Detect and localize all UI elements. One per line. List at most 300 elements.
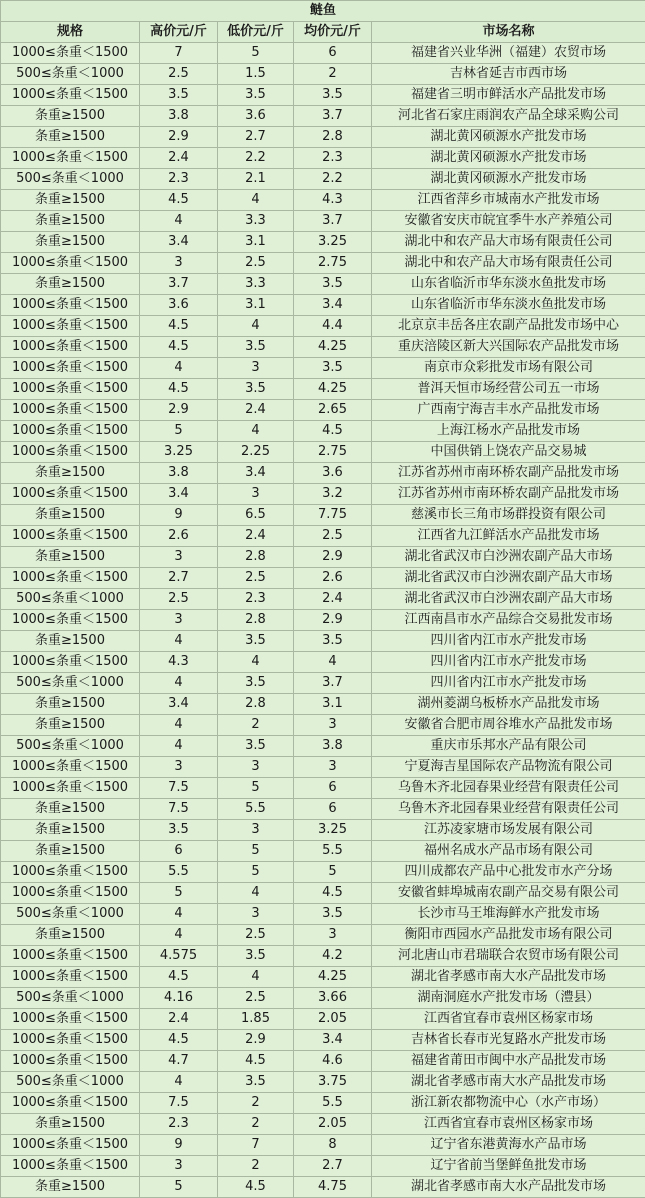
- cell-spec: 1000≤条重＜1500: [1, 484, 140, 505]
- cell-spec: 1000≤条重＜1500: [1, 778, 140, 799]
- cell-avg-price: 4.5: [294, 883, 372, 904]
- cell-avg-price: 3.5: [294, 631, 372, 652]
- cell-market-name: 湖北省孝感市南大水产品批发市场: [372, 967, 645, 988]
- cell-low-price: 3.5: [218, 85, 294, 106]
- cell-avg-price: 3.5: [294, 358, 372, 379]
- cell-avg-price: 7.75: [294, 505, 372, 526]
- cell-high-price: 7: [140, 43, 218, 64]
- cell-high-price: 7.5: [140, 799, 218, 820]
- cell-avg-price: 2.05: [294, 1114, 372, 1135]
- cell-high-price: 2.9: [140, 400, 218, 421]
- table-row: [1, 778, 645, 799]
- cell-low-price: 5: [218, 862, 294, 883]
- table-row: [1, 589, 645, 610]
- table-row: [1, 1072, 645, 1093]
- table-row: [1, 631, 645, 652]
- table-row: [1, 190, 645, 211]
- table-row: [1, 505, 645, 526]
- cell-low-price: 2: [218, 1114, 294, 1135]
- cell-low-price: 4: [218, 421, 294, 442]
- cell-high-price: 6: [140, 841, 218, 862]
- cell-low-price: 2: [218, 715, 294, 736]
- cell-spec: 1000≤条重＜1500: [1, 1156, 140, 1177]
- cell-low-price: 3.5: [218, 673, 294, 694]
- cell-avg-price: 4.3: [294, 190, 372, 211]
- table-row: [1, 904, 645, 925]
- cell-high-price: 4: [140, 358, 218, 379]
- cell-avg-price: 3.7: [294, 211, 372, 232]
- cell-low-price: 4: [218, 190, 294, 211]
- cell-high-price: 5.5: [140, 862, 218, 883]
- cell-market-name: 山东省临沂市华东淡水鱼批发市场: [372, 295, 645, 316]
- table-row: [1, 211, 645, 232]
- cell-market-name: 江苏省苏州市南环桥农副产品批发市场: [372, 463, 645, 484]
- cell-avg-price: 5.5: [294, 841, 372, 862]
- table-row: [1, 1156, 645, 1177]
- cell-low-price: 2.2: [218, 148, 294, 169]
- cell-high-price: 4: [140, 736, 218, 757]
- cell-low-price: 4: [218, 967, 294, 988]
- cell-high-price: 3.4: [140, 484, 218, 505]
- table-row: [1, 358, 645, 379]
- cell-high-price: 4: [140, 715, 218, 736]
- cell-spec: 1000≤条重＜1500: [1, 337, 140, 358]
- cell-avg-price: 3.25: [294, 232, 372, 253]
- column-header-avg-price: 均价元/斤: [294, 22, 372, 43]
- cell-high-price: 2.5: [140, 589, 218, 610]
- table-row: [1, 862, 645, 883]
- cell-avg-price: 3.5: [294, 904, 372, 925]
- cell-low-price: 4: [218, 652, 294, 673]
- table-row: [1, 715, 645, 736]
- table-row: [1, 253, 645, 274]
- cell-high-price: 5: [140, 421, 218, 442]
- cell-high-price: 3.4: [140, 694, 218, 715]
- cell-low-price: 2.4: [218, 400, 294, 421]
- cell-spec: 条重≥1500: [1, 841, 140, 862]
- cell-high-price: 4.3: [140, 652, 218, 673]
- table-row: [1, 379, 645, 400]
- cell-avg-price: 3.4: [294, 1030, 372, 1051]
- cell-spec: 1000≤条重＜1500: [1, 883, 140, 904]
- cell-spec: 500≤条重＜1000: [1, 169, 140, 190]
- cell-high-price: 4.575: [140, 946, 218, 967]
- cell-spec: 1000≤条重＜1500: [1, 442, 140, 463]
- cell-market-name: 湖北省孝感市南大水产品批发市场: [372, 1072, 645, 1093]
- cell-low-price: 3.5: [218, 946, 294, 967]
- cell-low-price: 5: [218, 841, 294, 862]
- table-row: [1, 694, 645, 715]
- cell-market-name: 江苏省苏州市南环桥农副产品批发市场: [372, 484, 645, 505]
- cell-market-name: 湖南洞庭水产批发市场（澧县）: [372, 988, 645, 1009]
- cell-high-price: 4: [140, 904, 218, 925]
- cell-avg-price: 3: [294, 715, 372, 736]
- cell-high-price: 2.3: [140, 169, 218, 190]
- cell-market-name: 安徽省合肥市周谷堆水产品批发市场: [372, 715, 645, 736]
- cell-spec: 1000≤条重＜1500: [1, 148, 140, 169]
- table-row: [1, 232, 645, 253]
- cell-high-price: 5: [140, 1177, 218, 1198]
- cell-low-price: 4: [218, 316, 294, 337]
- cell-avg-price: 3.8: [294, 736, 372, 757]
- cell-avg-price: 4.4: [294, 316, 372, 337]
- table-row: [1, 925, 645, 946]
- cell-avg-price: 2.3: [294, 148, 372, 169]
- cell-low-price: 2: [218, 1093, 294, 1114]
- cell-high-price: 4.7: [140, 1051, 218, 1072]
- cell-high-price: 7.5: [140, 778, 218, 799]
- cell-low-price: 6.5: [218, 505, 294, 526]
- cell-avg-price: 2.65: [294, 400, 372, 421]
- table-row: [1, 463, 645, 484]
- cell-high-price: 5: [140, 883, 218, 904]
- cell-market-name: 湖北省武汉市白沙洲农副产品大市场: [372, 568, 645, 589]
- cell-spec: 500≤条重＜1000: [1, 673, 140, 694]
- table-row: [1, 757, 645, 778]
- table-row: [1, 967, 645, 988]
- cell-spec: 1000≤条重＜1500: [1, 1009, 140, 1030]
- cell-avg-price: 4.6: [294, 1051, 372, 1072]
- table-row: [1, 526, 645, 547]
- cell-low-price: 3.5: [218, 379, 294, 400]
- cell-high-price: 4: [140, 673, 218, 694]
- cell-market-name: 重庆涪陵区新大兴国际农产品批发市场: [372, 337, 645, 358]
- cell-high-price: 4: [140, 631, 218, 652]
- cell-market-name: 湖北中和农产品大市场有限责任公司: [372, 253, 645, 274]
- table-row: [1, 85, 645, 106]
- cell-avg-price: 3.7: [294, 106, 372, 127]
- cell-spec: 1000≤条重＜1500: [1, 295, 140, 316]
- table-row: [1, 484, 645, 505]
- cell-low-price: 3.5: [218, 736, 294, 757]
- cell-spec: 1000≤条重＜1500: [1, 967, 140, 988]
- table-header-row: [1, 22, 645, 43]
- cell-avg-price: 6: [294, 778, 372, 799]
- cell-high-price: 3.4: [140, 232, 218, 253]
- cell-avg-price: 3.2: [294, 484, 372, 505]
- cell-high-price: 4.5: [140, 379, 218, 400]
- cell-low-price: 2.5: [218, 925, 294, 946]
- cell-spec: 条重≥1500: [1, 925, 140, 946]
- cell-spec: 1000≤条重＜1500: [1, 421, 140, 442]
- cell-low-price: 2.25: [218, 442, 294, 463]
- cell-spec: 条重≥1500: [1, 463, 140, 484]
- cell-avg-price: 3: [294, 757, 372, 778]
- cell-low-price: 5.5: [218, 799, 294, 820]
- table-row: [1, 337, 645, 358]
- cell-market-name: 江西省宜春市袁州区杨家市场: [372, 1009, 645, 1030]
- cell-high-price: 3.5: [140, 85, 218, 106]
- cell-spec: 500≤条重＜1000: [1, 1072, 140, 1093]
- table-row: [1, 883, 645, 904]
- cell-market-name: 江西省九江鲜活水产品批发市场: [372, 526, 645, 547]
- cell-avg-price: 4.25: [294, 967, 372, 988]
- cell-high-price: 4: [140, 925, 218, 946]
- table-row: [1, 127, 645, 148]
- cell-avg-price: 4.2: [294, 946, 372, 967]
- cell-avg-price: 2.4: [294, 589, 372, 610]
- cell-spec: 条重≥1500: [1, 715, 140, 736]
- cell-spec: 1000≤条重＜1500: [1, 526, 140, 547]
- cell-spec: 1000≤条重＜1500: [1, 946, 140, 967]
- cell-low-price: 1.5: [218, 64, 294, 85]
- cell-spec: 1000≤条重＜1500: [1, 316, 140, 337]
- cell-high-price: 9: [140, 505, 218, 526]
- cell-low-price: 3.6: [218, 106, 294, 127]
- cell-market-name: 山东省临沂市华东淡水鱼批发市场: [372, 274, 645, 295]
- cell-market-name: 江西省萍乡市城南水产批发市场: [372, 190, 645, 211]
- cell-market-name: 浙江新农都物流中心（水产市场）: [372, 1093, 645, 1114]
- cell-spec: 500≤条重＜1000: [1, 64, 140, 85]
- table-title: 鲢鱼: [1, 1, 645, 22]
- cell-avg-price: 2.75: [294, 442, 372, 463]
- cell-market-name: 长沙市马王堆海鲜水产批发市场: [372, 904, 645, 925]
- cell-market-name: 重庆市乐邦水产品有限公司: [372, 736, 645, 757]
- cell-market-name: 湖北省武汉市白沙洲农副产品大市场: [372, 547, 645, 568]
- cell-low-price: 4.5: [218, 1177, 294, 1198]
- cell-spec: 条重≥1500: [1, 799, 140, 820]
- cell-low-price: 2.1: [218, 169, 294, 190]
- cell-avg-price: 6: [294, 43, 372, 64]
- cell-avg-price: 6: [294, 799, 372, 820]
- cell-high-price: 2.4: [140, 148, 218, 169]
- cell-low-price: 3: [218, 904, 294, 925]
- cell-low-price: 7: [218, 1135, 294, 1156]
- cell-low-price: 2.5: [218, 253, 294, 274]
- cell-market-name: 湖北黄冈硕源水产批发市场: [372, 169, 645, 190]
- cell-low-price: 2.7: [218, 127, 294, 148]
- cell-spec: 条重≥1500: [1, 547, 140, 568]
- cell-spec: 条重≥1500: [1, 211, 140, 232]
- cell-high-price: 2.7: [140, 568, 218, 589]
- cell-spec: 1000≤条重＜1500: [1, 358, 140, 379]
- cell-avg-price: 3.66: [294, 988, 372, 1009]
- cell-spec: 1000≤条重＜1500: [1, 1030, 140, 1051]
- cell-low-price: 4.5: [218, 1051, 294, 1072]
- cell-market-name: 衡阳市西园水产品批发市场有限公司: [372, 925, 645, 946]
- cell-low-price: 3.5: [218, 631, 294, 652]
- cell-market-name: 湖北中和农产品大市场有限责任公司: [372, 232, 645, 253]
- cell-high-price: 3.6: [140, 295, 218, 316]
- cell-low-price: 2.8: [218, 610, 294, 631]
- cell-market-name: 江西南昌市水产品综合交易批发市场: [372, 610, 645, 631]
- cell-low-price: 3.1: [218, 295, 294, 316]
- cell-spec: 1000≤条重＜1500: [1, 85, 140, 106]
- cell-market-name: 普洱天恒市场经营公司五一市场: [372, 379, 645, 400]
- cell-low-price: 3.3: [218, 274, 294, 295]
- cell-market-name: 湖北黄冈硕源水产批发市场: [372, 148, 645, 169]
- cell-high-price: 4: [140, 211, 218, 232]
- cell-market-name: 四川成都农产品中心批发市水产分场: [372, 862, 645, 883]
- cell-high-price: 3.25: [140, 442, 218, 463]
- cell-market-name: 广西南宁海吉丰水产品批发市场: [372, 400, 645, 421]
- cell-high-price: 4.5: [140, 1030, 218, 1051]
- cell-spec: 500≤条重＜1000: [1, 589, 140, 610]
- cell-market-name: 上海江杨水产品批发市场: [372, 421, 645, 442]
- cell-spec: 1000≤条重＜1500: [1, 1093, 140, 1114]
- cell-spec: 条重≥1500: [1, 820, 140, 841]
- cell-spec: 条重≥1500: [1, 694, 140, 715]
- table-row: [1, 1030, 645, 1051]
- cell-market-name: 福建省三明市鲜活水产品批发市场: [372, 85, 645, 106]
- cell-spec: 1000≤条重＜1500: [1, 379, 140, 400]
- cell-avg-price: 2.05: [294, 1009, 372, 1030]
- table-row: [1, 1093, 645, 1114]
- table-row: [1, 442, 645, 463]
- cell-low-price: 2.5: [218, 988, 294, 1009]
- table-row: [1, 421, 645, 442]
- cell-avg-price: 2.9: [294, 610, 372, 631]
- cell-spec: 条重≥1500: [1, 127, 140, 148]
- cell-low-price: 3.3: [218, 211, 294, 232]
- cell-market-name: 慈溪市长三角市场群投资有限公司: [372, 505, 645, 526]
- cell-low-price: 2.8: [218, 694, 294, 715]
- cell-market-name: 安徽省蚌埠城南农副产品交易有限公司: [372, 883, 645, 904]
- cell-spec: 条重≥1500: [1, 190, 140, 211]
- cell-market-name: 河北唐山市君瑞联合农贸市场有限公司: [372, 946, 645, 967]
- cell-low-price: 2.9: [218, 1030, 294, 1051]
- cell-high-price: 3.8: [140, 463, 218, 484]
- cell-market-name: 辽宁省前当堡鲜鱼批发市场: [372, 1156, 645, 1177]
- cell-low-price: 1.85: [218, 1009, 294, 1030]
- cell-spec: 1000≤条重＜1500: [1, 757, 140, 778]
- cell-avg-price: 3.5: [294, 274, 372, 295]
- cell-high-price: 4.5: [140, 190, 218, 211]
- cell-avg-price: 3.1: [294, 694, 372, 715]
- table-row: [1, 841, 645, 862]
- cell-spec: 1000≤条重＜1500: [1, 652, 140, 673]
- cell-avg-price: 8: [294, 1135, 372, 1156]
- cell-low-price: 2.4: [218, 526, 294, 547]
- table-row: [1, 64, 645, 85]
- cell-high-price: 7.5: [140, 1093, 218, 1114]
- table-row: [1, 43, 645, 64]
- cell-high-price: 2.3: [140, 1114, 218, 1135]
- cell-market-name: 南京市众彩批发市场有限公司: [372, 358, 645, 379]
- cell-low-price: 2: [218, 1156, 294, 1177]
- table-row: [1, 148, 645, 169]
- cell-market-name: 辽宁省东港黄海水产品市场: [372, 1135, 645, 1156]
- table-row: [1, 1135, 645, 1156]
- table-row: [1, 274, 645, 295]
- table-row: [1, 295, 645, 316]
- cell-market-name: 湖北省孝感市南大水产品批发市场: [372, 1177, 645, 1198]
- cell-avg-price: 3: [294, 925, 372, 946]
- cell-spec: 条重≥1500: [1, 274, 140, 295]
- table-row: [1, 1177, 645, 1198]
- cell-spec: 条重≥1500: [1, 631, 140, 652]
- column-header-low-price: 低价元/斤: [218, 22, 294, 43]
- cell-low-price: 3: [218, 820, 294, 841]
- cell-spec: 1000≤条重＜1500: [1, 1051, 140, 1072]
- cell-spec: 1000≤条重＜1500: [1, 1135, 140, 1156]
- cell-spec: 1000≤条重＜1500: [1, 253, 140, 274]
- cell-high-price: 4.5: [140, 967, 218, 988]
- cell-low-price: 3: [218, 358, 294, 379]
- table-row: [1, 547, 645, 568]
- cell-spec: 500≤条重＜1000: [1, 904, 140, 925]
- cell-spec: 条重≥1500: [1, 1177, 140, 1198]
- cell-low-price: 3.1: [218, 232, 294, 253]
- cell-spec: 条重≥1500: [1, 232, 140, 253]
- cell-low-price: 2.8: [218, 547, 294, 568]
- cell-market-name: 宁夏海吉星国际农产品物流有限公司: [372, 757, 645, 778]
- table-row: [1, 1051, 645, 1072]
- table-row: [1, 1009, 645, 1030]
- cell-avg-price: 3.4: [294, 295, 372, 316]
- cell-market-name: 吉林省延吉市西市场: [372, 64, 645, 85]
- cell-avg-price: 4.25: [294, 337, 372, 358]
- table-row: [1, 988, 645, 1009]
- cell-avg-price: 3.7: [294, 673, 372, 694]
- table-row: [1, 316, 645, 337]
- cell-low-price: 5: [218, 778, 294, 799]
- column-header-spec: 规格: [1, 22, 140, 43]
- cell-spec: 1000≤条重＜1500: [1, 862, 140, 883]
- cell-low-price: 2.3: [218, 589, 294, 610]
- cell-spec: 条重≥1500: [1, 1114, 140, 1135]
- cell-high-price: 9: [140, 1135, 218, 1156]
- cell-avg-price: 2.5: [294, 526, 372, 547]
- cell-spec: 1000≤条重＜1500: [1, 610, 140, 631]
- cell-market-name: 中国供销上饶农产品交易城: [372, 442, 645, 463]
- cell-avg-price: 5: [294, 862, 372, 883]
- cell-avg-price: 2: [294, 64, 372, 85]
- cell-avg-price: 5.5: [294, 1093, 372, 1114]
- cell-high-price: 2.5: [140, 64, 218, 85]
- cell-market-name: 福建省兴业华洲（福建）农贸市场: [372, 43, 645, 64]
- cell-avg-price: 4: [294, 652, 372, 673]
- cell-low-price: 3.5: [218, 1072, 294, 1093]
- cell-low-price: 5: [218, 43, 294, 64]
- cell-market-name: 江西省宜春市袁州区杨家市场: [372, 1114, 645, 1135]
- table-row: [1, 1114, 645, 1135]
- cell-market-name: 湖州菱湖乌板桥水产品批发市场: [372, 694, 645, 715]
- cell-avg-price: 4.25: [294, 379, 372, 400]
- cell-market-name: 湖北省武汉市白沙洲农副产品大市场: [372, 589, 645, 610]
- cell-spec: 500≤条重＜1000: [1, 988, 140, 1009]
- cell-market-name: 福州名成水产品市场有限公司: [372, 841, 645, 862]
- cell-avg-price: 4.75: [294, 1177, 372, 1198]
- cell-avg-price: 2.9: [294, 547, 372, 568]
- cell-spec: 1000≤条重＜1500: [1, 400, 140, 421]
- table-row: [1, 736, 645, 757]
- cell-low-price: 2.5: [218, 568, 294, 589]
- table-row: [1, 610, 645, 631]
- cell-avg-price: 2.8: [294, 127, 372, 148]
- cell-high-price: 3.8: [140, 106, 218, 127]
- cell-avg-price: 2.6: [294, 568, 372, 589]
- table-row: [1, 652, 645, 673]
- cell-market-name: 湖北黄冈硕源水产批发市场: [372, 127, 645, 148]
- cell-market-name: 安徽省安庆市皖宜季牛水产养殖公司: [372, 211, 645, 232]
- cell-high-price: 3.7: [140, 274, 218, 295]
- cell-high-price: 3: [140, 757, 218, 778]
- cell-avg-price: 2.75: [294, 253, 372, 274]
- table-row: [1, 106, 645, 127]
- cell-high-price: 4.5: [140, 337, 218, 358]
- cell-avg-price: 3.5: [294, 85, 372, 106]
- table-title-row: [1, 1, 645, 22]
- cell-low-price: 3.4: [218, 463, 294, 484]
- cell-spec: 条重≥1500: [1, 106, 140, 127]
- table-row: [1, 799, 645, 820]
- cell-high-price: 3: [140, 253, 218, 274]
- cell-market-name: 四川省内江市水产批发市场: [372, 631, 645, 652]
- cell-high-price: 2.6: [140, 526, 218, 547]
- cell-spec: 500≤条重＜1000: [1, 736, 140, 757]
- table-row: [1, 946, 645, 967]
